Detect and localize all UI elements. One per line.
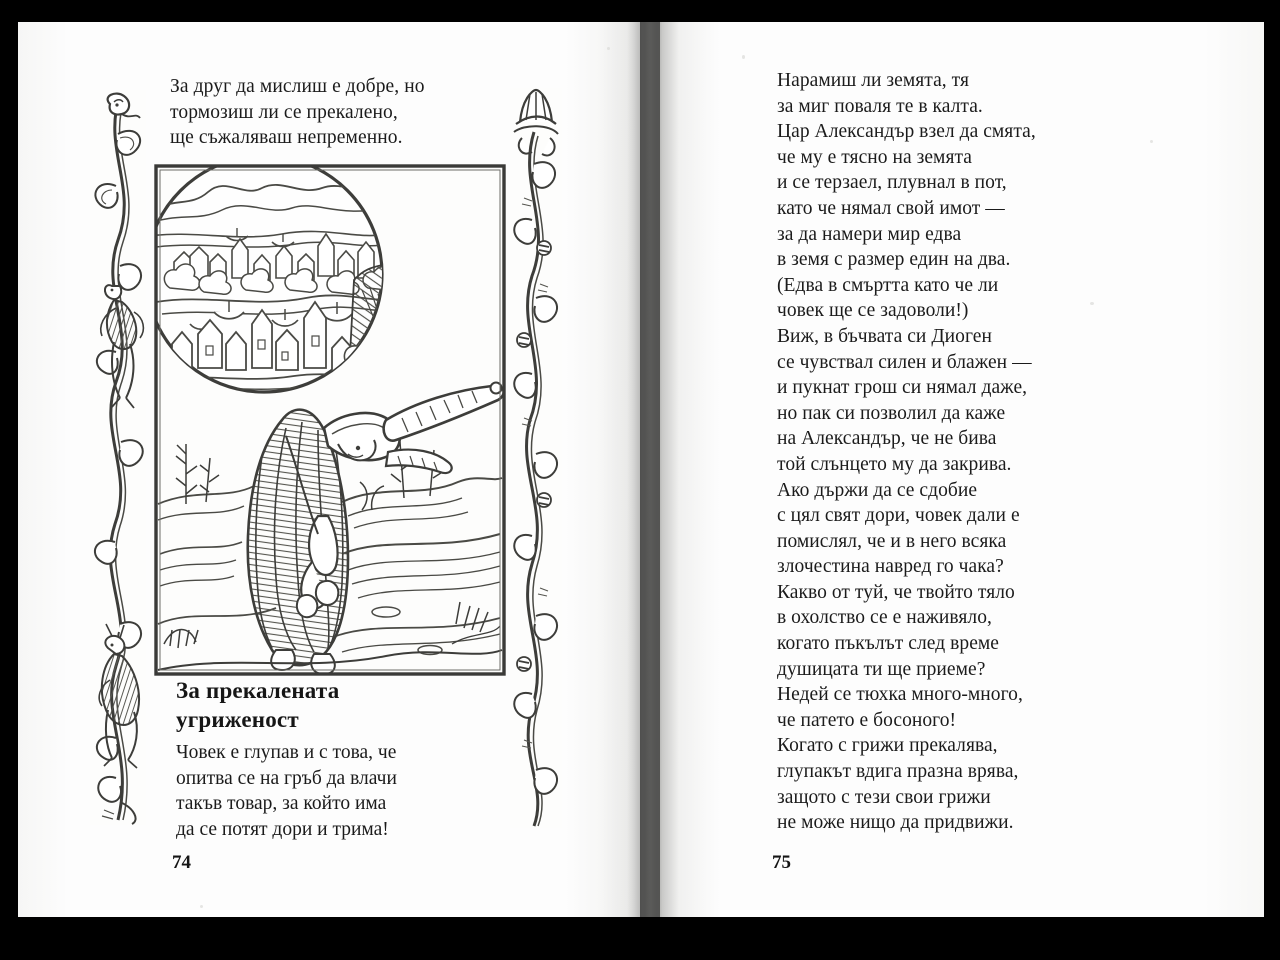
poem-line: защото с тези свои грижи (777, 786, 991, 808)
poem-line: не може нищо да придвижи. (777, 812, 1014, 834)
poem-line: злочестина навред го чака? (777, 556, 1004, 578)
poem-line: Цар Александър взел да смята, (777, 121, 1036, 143)
left-page-verse-bottom (176, 740, 516, 842)
paper-speck (200, 905, 203, 908)
poem-line: Недей се тюхка много-много, (777, 684, 1023, 706)
poem-line: и пукнат грош си нямал даже, (777, 377, 1028, 399)
poem-line: той слънцето му да закрива. (777, 453, 1012, 475)
page-number-left: 74 (172, 852, 191, 873)
poem-line: се чувствал силен и блажен — (777, 351, 1032, 373)
right-ornament-border (510, 88, 562, 828)
poem-line: с цял свят дори, човек дали е (777, 505, 1020, 527)
poem-line: Какво от туй, че твойто тяло (777, 581, 1015, 603)
poem-line: (Едва в смъртта като че ли (777, 274, 999, 296)
verse-line: Човек е глупав и с това, че (176, 742, 397, 763)
poem-line: Ако държи да се сдобие (777, 479, 978, 501)
woodcut-scene (146, 156, 504, 674)
verse-line: да се потят дори и трима! (176, 818, 389, 840)
binding-gutter-line (645, 22, 655, 917)
poem-line: човек ще се задоволи!) (777, 300, 969, 322)
heading-line: За прекалената (176, 678, 340, 703)
poem-line: за миг поваля те в калта. (777, 95, 983, 117)
left-ornament-border (90, 90, 146, 825)
page-number-right: 75 (772, 852, 791, 873)
poem-line: Нарамиш ли земята, тя (777, 70, 969, 91)
poem-line: в земя с размер един на два. (777, 249, 1011, 271)
poem-line: помислял, че и в него всяка (777, 530, 1007, 552)
section-heading (176, 676, 506, 734)
poem-line: Виж, в бъчвата си Диоген (777, 325, 992, 347)
poem-line: и се терзаел, плувнал в пот, (777, 172, 1007, 194)
poem-line: в охолство се е наживяло, (777, 607, 992, 629)
poem-line: за да намери мир едва (777, 223, 962, 245)
poem-line: душицата ти ще приеме? (777, 658, 986, 680)
verse-line: тормозиш ли се прекалено, (170, 101, 398, 123)
verse-line: опитва се на гръб да влачи (176, 767, 397, 789)
poem-line: когато пъкълът след време (777, 633, 999, 655)
poem-line: но пак си позволил да каже (777, 402, 1006, 424)
poem-line: че му е тясно на земята (777, 146, 972, 168)
heading-line: угриженост (176, 707, 299, 732)
poem-line: като че нямал свой имот — (777, 197, 1005, 219)
poem-line: на Александър, че не бива (777, 428, 997, 450)
paper-speck (742, 55, 745, 59)
verse-line: За друг да мислиш е добре, но (170, 76, 425, 97)
poem-line: че патето е босоного! (777, 709, 957, 731)
right-page-poem (777, 68, 1107, 836)
paper-speck (607, 47, 610, 50)
paper-speck (1150, 140, 1153, 143)
poem-line: глупакът вдига празна врява, (777, 761, 1019, 783)
poem-line: Когато с грижи прекалява, (777, 735, 998, 757)
verse-line: ще съжаляваш непременно. (170, 127, 403, 148)
verse-line: такъв товар, за който има (176, 793, 387, 814)
